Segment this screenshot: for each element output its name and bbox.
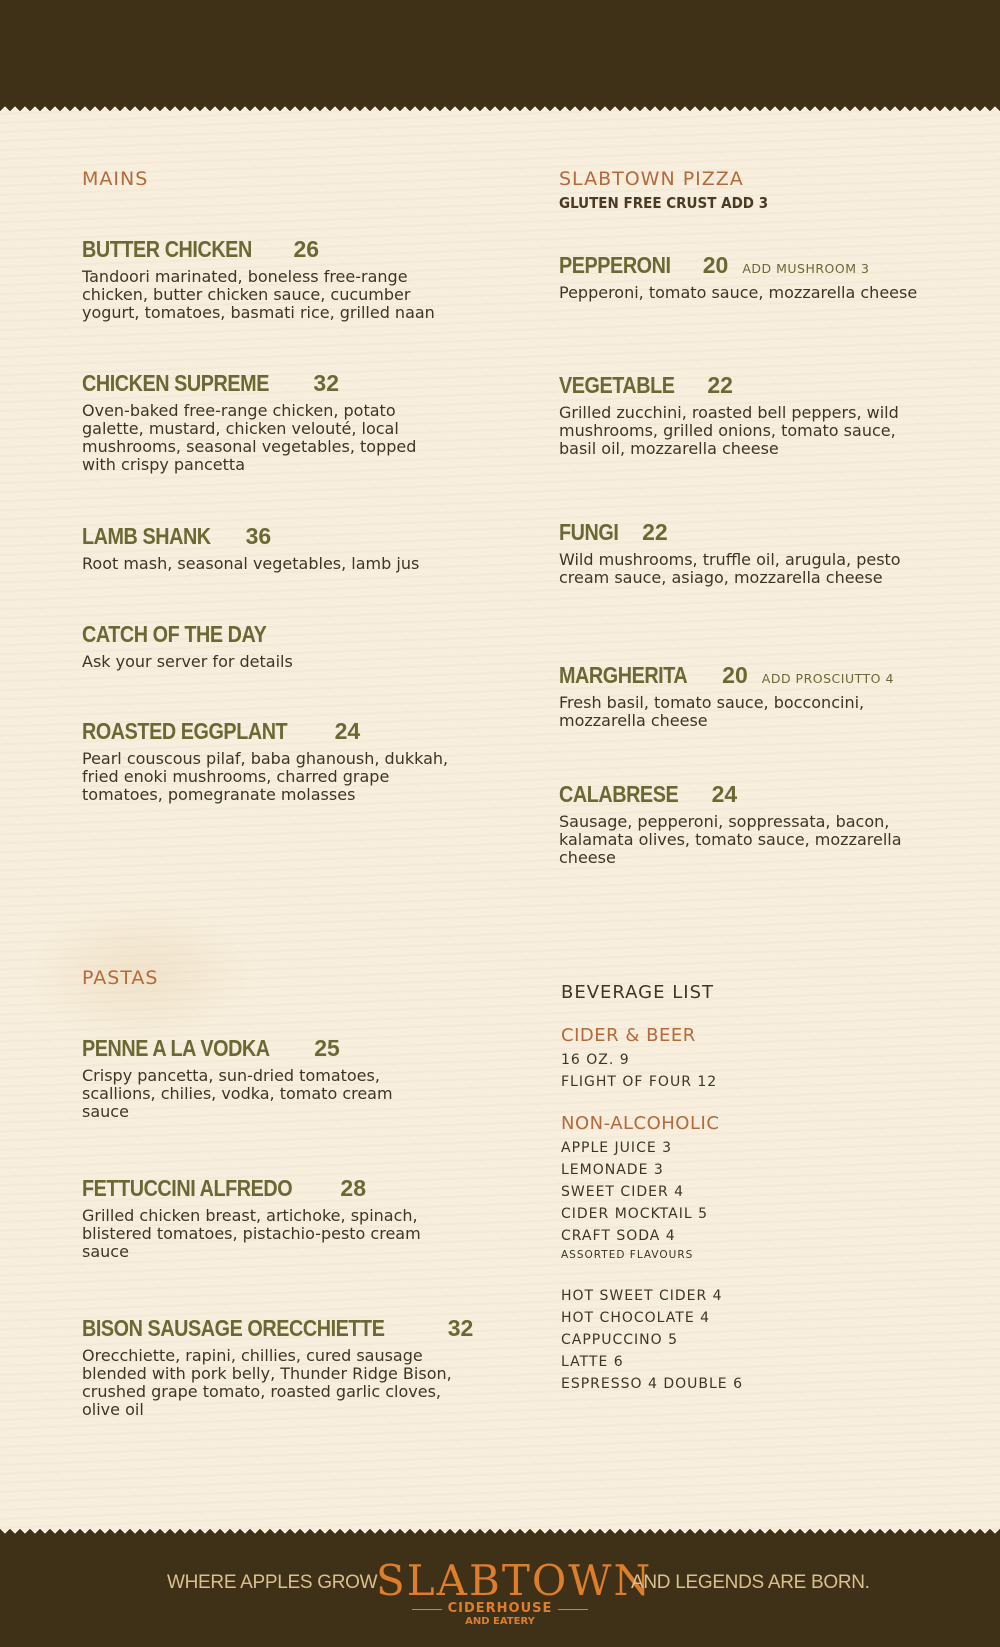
non-alcoholic-list (561, 1137, 743, 1261)
item-name: FETTUCCINI ALFREDO (82, 1175, 293, 1201)
item-description: Pearl couscous pilaf, baba ghanoush, dukkah, fried enoki mushrooms, charred grape tomatoes, pomegranate molasses (82, 749, 449, 804)
hot-drinks-list (561, 1285, 743, 1395)
item-description: Orecchiette, rapini, chillies, cured sausage blended with pork belly, Thunder Ridge Bison, crushed grape tomato, roasted garlic cloves, olive oil (82, 1346, 452, 1419)
mains-title: MAINS (82, 168, 149, 190)
item-description: Oven-baked free-range chicken, potato galette, mustard, chicken velouté, local mushrooms, seasonal vegetables, topped with crispy pancetta (82, 401, 417, 474)
list-item: ESPRESSO 4 DOUBLE 6 (561, 1376, 744, 1392)
menu-item-chicken-supreme (82, 370, 462, 474)
item-name: MARGHERITA (559, 662, 688, 688)
item-description: Pepperoni, tomato sauce, mozzarella cheese (559, 283, 918, 302)
assorted-flavours-note: ASSORTED FLAVOURS (561, 1249, 694, 1261)
item-description: Root mash, seasonal vegetables, lamb jus (82, 554, 420, 573)
pastas-title: PASTAS (82, 967, 159, 989)
top-banner (0, 0, 1000, 112)
item-name: CATCH OF THE DAY (82, 621, 267, 647)
item-name: CALABRESE (559, 781, 679, 807)
list-item: CAPPUCCINO 5 (561, 1332, 679, 1348)
menu-item-penne-a-la-vodka (82, 1035, 402, 1121)
item-price: 28 (340, 1175, 366, 1201)
cider-beer-list (561, 1049, 743, 1093)
item-price: 20 (722, 662, 748, 688)
menu-item-fungi (559, 519, 904, 587)
menu-item-pepperoni (559, 252, 929, 302)
slabtown-logo: SLABTOWN (376, 1556, 653, 1605)
logo-and-eatery: AND EATERY (465, 1616, 535, 1627)
item-description: Wild mushrooms, truffle oil, arugula, pesto cream sauce, asiago, mozzarella cheese (559, 550, 901, 587)
pizza-title: SLABTOWN PIZZA (559, 168, 744, 190)
item-price: 32 (447, 1315, 474, 1341)
item-price: 25 (314, 1035, 340, 1061)
mains-section-header (82, 168, 148, 190)
cider-beer-title: CIDER & BEER (561, 1025, 696, 1046)
item-price: 24 (334, 718, 361, 744)
list-item: APPLE JUICE 3 (561, 1140, 673, 1156)
non-alcoholic-title: NON-ALCOHOLIC (561, 1113, 720, 1134)
list-item: SWEET CIDER 4 (561, 1184, 685, 1200)
top-zigzag-edge (0, 104, 1000, 114)
menu-item-bison-sausage-orecchiette (82, 1315, 474, 1419)
list-item: HOT SWEET CIDER 4 (561, 1288, 723, 1304)
menu-item-roasted-eggplant (82, 718, 462, 804)
item-description: Fresh basil, tomato sauce, bocconcini, mozzarella cheese (559, 693, 865, 730)
item-name: LAMB SHANK (82, 523, 211, 549)
list-item: LATTE 6 (561, 1354, 624, 1370)
list-item: FLIGHT OF FOUR 12 (561, 1074, 718, 1090)
list-item: CRAFT SODA 4 (561, 1228, 676, 1244)
bottom-zigzag-edge (0, 1526, 1000, 1536)
item-price: 36 (245, 523, 272, 549)
menu-item-fettuccini-alfredo (82, 1175, 432, 1261)
menu-item-calabrese (559, 781, 919, 867)
item-description: Crispy pancetta, sun-dried tomatoes, scallions, chilies, vodka, tomato cream sauce (82, 1066, 393, 1121)
item-price: 20 (702, 252, 729, 278)
pizza-section-header (559, 168, 768, 212)
left-tagline: WHERE APPLES GROW (167, 1572, 378, 1593)
list-item: CIDER MOCKTAIL 5 (561, 1206, 709, 1222)
item-name: ROASTED EGGPLANT (82, 718, 288, 744)
item-price: 24 (711, 781, 738, 807)
item-name: VEGETABLE (559, 372, 675, 398)
list-item: LEMONADE 3 (561, 1162, 664, 1178)
item-description: Ask your server for details (82, 652, 293, 671)
item-name: PENNE A LA VODKA (82, 1035, 270, 1061)
item-name: FUNGI (559, 519, 619, 545)
item-addon: ADD PROSCIUTTO 4 (761, 671, 894, 686)
item-name: PEPPERONI (559, 252, 671, 278)
item-price: 32 (313, 370, 340, 396)
item-price: 22 (707, 372, 733, 398)
beverage-list-title: BEVERAGE LIST (561, 982, 714, 1003)
item-description: Tandoori marinated, boneless free-range chicken, butter chicken sauce, cucumber yogurt, tomatoes, basmati rice, grilled naan (82, 267, 435, 322)
list-item: 16 OZ. 9 (561, 1052, 630, 1068)
menu-item-lamb-shank (82, 523, 462, 573)
item-price: 22 (642, 519, 668, 545)
menu-item-vegetable (559, 372, 919, 458)
item-name: BUTTER CHICKEN (82, 236, 252, 262)
menu-item-catch-of-the-day (82, 621, 462, 671)
gluten-free-note: GLUTEN FREE CRUST ADD 3 (559, 194, 769, 212)
beverage-list (561, 982, 743, 1395)
menu-item-butter-chicken (82, 236, 462, 322)
item-name: BISON SAUSAGE ORECCHIETTE (82, 1315, 385, 1341)
item-description: Sausage, pepperoni, soppressata, bacon, kalamata olives, tomato sauce, mozzarella cheese (559, 812, 902, 867)
item-addon: ADD MUSHROOM 3 (742, 261, 870, 276)
item-description: Grilled chicken breast, artichoke, spinach, blistered tomatoes, pistachio-pesto cream sauce (82, 1206, 421, 1261)
list-item: HOT CHOCOLATE 4 (561, 1310, 711, 1326)
menu-item-margherita (559, 662, 929, 730)
logo-ciderhouse: CIDERHOUSE (447, 1601, 553, 1616)
pastas-section-header (82, 967, 159, 989)
right-tagline: AND LEGENDS ARE BORN. (631, 1572, 870, 1593)
item-price: 26 (293, 236, 320, 262)
item-name: CHICKEN SUPREME (82, 370, 269, 396)
item-description: Grilled zucchini, roasted bell peppers, wild mushrooms, grilled onions, tomato sauce, basil oil, mozzarella cheese (559, 403, 899, 458)
